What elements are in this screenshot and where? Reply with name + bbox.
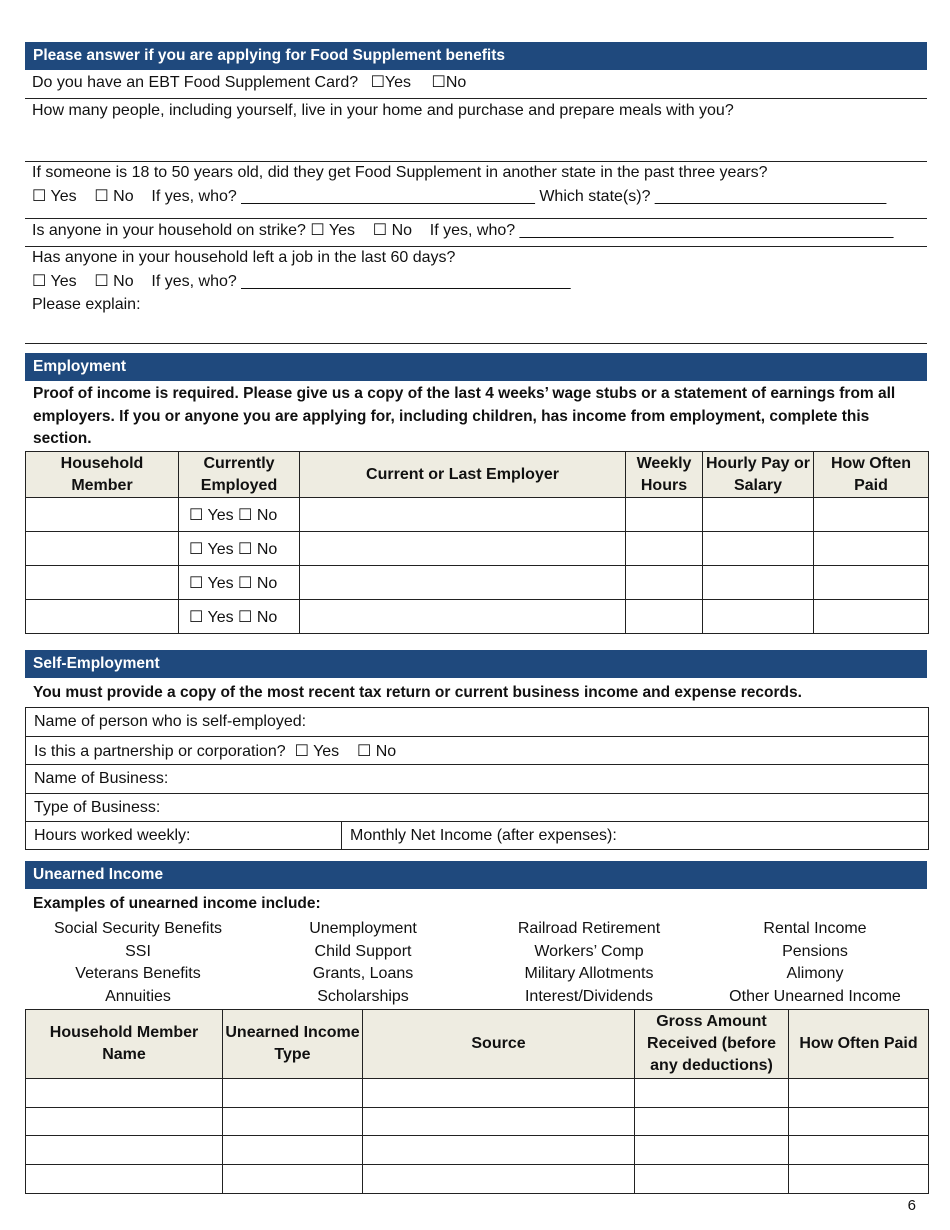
- gross-amount-cell[interactable]: [635, 1165, 789, 1194]
- gross-amount-cell[interactable]: [635, 1136, 789, 1165]
- table-row: [26, 566, 929, 600]
- col-household-member: Household Member: [26, 452, 179, 498]
- pay-cell[interactable]: [703, 532, 814, 566]
- frequency-cell[interactable]: [814, 566, 929, 600]
- table-row: [26, 1165, 929, 1194]
- source-cell[interactable]: [363, 1165, 635, 1194]
- left-job-question: Has anyone in your household left a job in the last 60 days?: [32, 249, 456, 266]
- table-row: [26, 1108, 929, 1136]
- gross-amount-cell[interactable]: [635, 1079, 789, 1108]
- examples-column: [250, 918, 476, 1009]
- source-cell[interactable]: [363, 1108, 635, 1136]
- net-income-field[interactable]: Monthly Net Income (after expenses):: [342, 822, 929, 850]
- left-job-answer[interactable]: ☐ Yes ☐ No If yes, who? _____________________________________: [32, 273, 571, 290]
- ebt-no-checkbox[interactable]: ☐No: [431, 74, 467, 91]
- gross-amount-cell[interactable]: [635, 1108, 789, 1136]
- col-source: Source: [363, 1010, 635, 1079]
- frequency-cell[interactable]: [789, 1165, 929, 1194]
- frequency-cell[interactable]: [789, 1136, 929, 1165]
- ebt-question-text: Do you have an EBT Food Supplement Card?: [32, 74, 359, 91]
- ebt-card-question: [32, 72, 466, 94]
- example-item: SSI: [125, 942, 151, 960]
- example-item: Workers’ Comp: [534, 942, 644, 960]
- employer-cell[interactable]: [300, 600, 626, 634]
- food-supplement-header: Please answer if you are applying for Food Supplement benefits: [25, 42, 927, 70]
- member-cell[interactable]: [26, 600, 179, 634]
- pay-cell[interactable]: [703, 600, 814, 634]
- member-cell[interactable]: [26, 498, 179, 532]
- example-item: Rental Income: [763, 920, 867, 937]
- table-row: [26, 600, 929, 634]
- employment-header: Employment: [25, 353, 927, 381]
- employment-note: Proof of income is required. Please give us a copy of the last 4 weeks’ wage stubs or a statement of earnings from all employers. If you or anyone you are applying for, including children, has income from employment, complete this section.: [33, 385, 896, 447]
- household-size-question: How many people, including yourself, live in your home and purchase and prepare meals with you?: [32, 102, 734, 119]
- frequency-cell[interactable]: [814, 498, 929, 532]
- income-type-cell[interactable]: [223, 1165, 363, 1194]
- business-name-field[interactable]: Name of Business:: [26, 765, 929, 794]
- example-item: Social Security Benefits: [53, 920, 223, 937]
- member-name-cell[interactable]: [26, 1165, 223, 1194]
- page-number: 6: [907, 1197, 916, 1214]
- example-item: Pensions: [782, 942, 848, 960]
- self-employment-note: You must provide a copy of the most recent tax return or current business income and expense records.: [33, 684, 802, 701]
- hours-cell[interactable]: [626, 600, 703, 634]
- employed-checkbox[interactable]: ☐ Yes ☐ No: [179, 532, 300, 566]
- self-employed-name-field[interactable]: Name of person who is self-employed:: [26, 708, 929, 737]
- pay-cell[interactable]: [703, 498, 814, 532]
- col-gross-amount: Gross Amount Received (before any deductions): [635, 1010, 789, 1079]
- examples-column: [702, 918, 928, 1009]
- hours-cell[interactable]: [626, 566, 703, 600]
- example-item: Child Support: [314, 942, 412, 960]
- col-hourly-pay: Hourly Pay or Salary: [703, 452, 814, 498]
- partnership-question[interactable]: Is this a partnership or corporation? ☐ Yes ☐ No: [26, 737, 929, 765]
- frequency-cell[interactable]: [789, 1108, 929, 1136]
- income-type-cell[interactable]: [223, 1108, 363, 1136]
- business-type-field[interactable]: Type of Business:: [26, 794, 929, 822]
- col-how-often-paid: How Often Paid: [814, 452, 929, 498]
- col-how-often-paid: How Often Paid: [789, 1010, 929, 1079]
- member-cell[interactable]: [26, 532, 179, 566]
- example-item: Alimony: [786, 965, 844, 983]
- employed-checkbox[interactable]: ☐ Yes ☐ No: [179, 600, 300, 634]
- employer-cell[interactable]: [300, 566, 626, 600]
- examples-column: [476, 918, 702, 1009]
- other-state-question: If someone is 18 to 50 years old, did they get Food Supplement in another state in the past three years?: [32, 164, 768, 181]
- member-name-cell[interactable]: [26, 1079, 223, 1108]
- income-type-cell[interactable]: [223, 1079, 363, 1108]
- frequency-cell[interactable]: [814, 600, 929, 634]
- source-cell[interactable]: [363, 1136, 635, 1165]
- col-currently-employed: Currently Employed: [179, 452, 300, 498]
- example-item: Annuities: [105, 988, 171, 1006]
- col-employer: Current or Last Employer: [300, 452, 626, 498]
- table-row: [26, 1079, 929, 1108]
- member-name-cell[interactable]: [26, 1136, 223, 1165]
- table-row: [26, 532, 929, 566]
- example-item: Interest/Dividends: [524, 988, 654, 1006]
- examples-column: [25, 918, 251, 1009]
- pay-cell[interactable]: [703, 566, 814, 600]
- employed-checkbox[interactable]: ☐ Yes ☐ No: [179, 498, 300, 532]
- table-row: [26, 498, 929, 532]
- hours-weekly-field[interactable]: Hours worked weekly:: [26, 822, 342, 850]
- employer-cell[interactable]: [300, 532, 626, 566]
- example-item: Unemployment: [309, 920, 417, 937]
- divider: [25, 218, 927, 219]
- member-cell[interactable]: [26, 566, 179, 600]
- source-cell[interactable]: [363, 1079, 635, 1108]
- example-item: Other Unearned Income: [729, 988, 901, 1006]
- col-income-type: Unearned Income Type: [223, 1010, 363, 1079]
- col-member-name: Household Member Name: [26, 1010, 223, 1079]
- member-name-cell[interactable]: [26, 1108, 223, 1136]
- example-item: Grants, Loans: [312, 965, 414, 983]
- ebt-yes-checkbox[interactable]: ☐Yes: [370, 74, 412, 91]
- frequency-cell[interactable]: [814, 532, 929, 566]
- other-state-answer[interactable]: ☐ Yes ☐ No If yes, who? _________________________________ Which state(s)? __________________________: [32, 188, 887, 205]
- explain-label: Please explain:: [32, 296, 141, 313]
- hours-cell[interactable]: [626, 532, 703, 566]
- example-item: Veterans Benefits: [75, 965, 201, 983]
- unearned-income-table: [25, 1009, 929, 1194]
- col-weekly-hours: Weekly Hours: [626, 452, 703, 498]
- unearned-income-header: Unearned Income: [25, 861, 927, 889]
- divider: [25, 98, 927, 99]
- example-item: Military Allotments: [524, 965, 654, 983]
- example-item: Scholarships: [317, 988, 409, 1006]
- income-type-cell[interactable]: [223, 1136, 363, 1165]
- frequency-cell[interactable]: [789, 1079, 929, 1108]
- example-item: Railroad Retirement: [517, 920, 661, 937]
- hours-cell[interactable]: [626, 498, 703, 532]
- strike-question[interactable]: Is anyone in your household on strike? ☐ Yes ☐ No If yes, who? __________________________________________: [32, 222, 894, 239]
- employer-cell[interactable]: [300, 498, 626, 532]
- self-employment-table: [25, 707, 929, 850]
- self-employment-header: Self-Employment: [25, 650, 927, 678]
- unearned-examples-label: Examples of unearned income include:: [33, 895, 321, 912]
- divider: [25, 343, 927, 344]
- employed-checkbox[interactable]: ☐ Yes ☐ No: [179, 566, 300, 600]
- table-row: [26, 1136, 929, 1165]
- employment-table: [25, 451, 929, 634]
